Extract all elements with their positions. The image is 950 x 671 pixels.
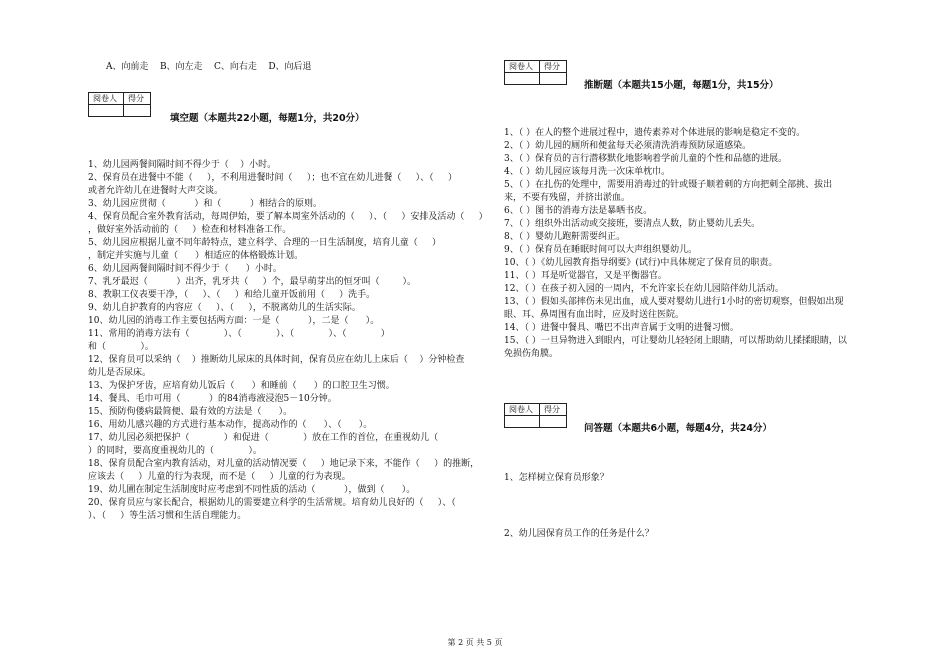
judge-question: 11、（ ）耳是听觉器官，又是平衡器官。 — [504, 271, 667, 281]
score-box-label: 阅卷人 — [89, 93, 124, 105]
fill-question-line: 12、保育员可以采纳（ ）推断幼儿尿床的具体时间，保育员应在幼儿上床后（ ）分钟检查 — [88, 355, 465, 365]
fill-question-line: ，做好室外活动前的（ ）检查和材料准备工作。 — [88, 225, 292, 235]
judge-section-title: 推断题（本题共15小题，每题1分，共15分） — [584, 80, 779, 91]
fill-question-line: 和（ ）。 — [88, 342, 154, 352]
score-box-label: 得分 — [124, 93, 151, 105]
score-box-label: 阅卷人 — [505, 61, 540, 73]
fill-question-line: 8、教职工仪表要干净，（ ）、（ ）和给儿童开饭前用（ ）洗手。 — [88, 290, 376, 300]
score-box-fill — [88, 92, 151, 117]
judge-question: 2、（ ）幼儿园的厕所和便盆每天必须清洗消毒预防尿道感染。 — [504, 141, 752, 151]
score-box-label: 得分 — [540, 404, 567, 416]
fill-question-line: 17、幼儿园必须把保护（ ）和促进（ ）放在工作的首位，在重视幼儿（ — [88, 433, 439, 443]
score-box-label: 得分 — [540, 61, 567, 73]
score-box-qa — [504, 403, 567, 428]
judge-question: 14、（ ）进餐中餐具、嘴巴不出声音属于文明的进餐习惯。 — [504, 323, 739, 333]
judge-question: 9、（ ）保育员在睡眠时间可以大声组织婴幼儿。 — [504, 245, 698, 255]
judge-question: 6、（ ）图书的消毒方法是暴晒书皮。 — [504, 206, 653, 216]
judge-question: 7、（ ）组织外出活动或交接班，要清点人数，防止婴幼儿丢失。 — [504, 219, 761, 229]
fill-question-line: 3、幼儿园应贯彻（ ）和（ ）相结合的原则。 — [88, 199, 322, 209]
fill-question-line: 18、保育员配合室内教育活动，对儿童的活动情况要（ ）地记录下来，不能作（ ）的推断， — [88, 459, 480, 469]
judge-question: 8、（ ）婴幼儿跑鼾需要纠正。 — [504, 232, 626, 242]
judge-question: 5、（ ）在扎伤的处理中，需要用消毒过的针或镊子顺着刺的方向把刺全部挑、拔出来，不要有残留，并挤出淤血。 — [504, 180, 833, 203]
fill-question-line: 15、预防佝偻病最简便、最有效的方法是（ ）。 — [88, 407, 293, 417]
fill-question-line: 5、幼儿园应根据儿童不同年龄特点，建立科学、合理的一日生活制度，培育儿童（ ） — [88, 238, 442, 248]
fill-question-line: ，制定并实施与儿童（ ）相适应的体格锻炼计划。 — [88, 251, 304, 261]
fill-question-line: 9、幼儿自护教育的内容应（ ）、（ ），不脱离幼儿的生活实际。 — [88, 303, 361, 313]
fill-question-line: 13、为保护牙齿，应培育幼儿饭后（ ）和睡前（ ）的口腔卫生习惯。 — [88, 381, 395, 391]
qa-section-title: 问答题（本题共6小题，每题4分，共24分） — [584, 423, 772, 434]
fill-question-line: 4、保育员配合室外教育活动，每周伊始，要了解本周室外活动的（ ）、（ ）安排及活动（ ） — [88, 212, 488, 222]
judge-question: 4、（ ）幼儿园应该每月洗一次床单枕巾。 — [504, 167, 671, 177]
fill-question-line: 20、保育员应与家长配合，根据幼儿的需要建立科学的生活常规。培育幼儿良好的（ ）、（ — [88, 498, 456, 508]
judge-question: 12、（ ）在孩子初入园的一周内，不允许家长在幼儿园陪伴幼儿活动。 — [504, 284, 784, 294]
fill-question-line: 19、幼儿圃在制定生活制度时应考虑到不同性质的活动（ ），做到（ ）。 — [88, 485, 416, 495]
top-options: A、向前走 B、向左走 C、向右走 D、向后退 — [106, 62, 312, 72]
page-footer: 第 2 页 共 5 页 — [447, 638, 503, 647]
fill-question-line: 2、保育员在进餐中不能（ ），不利用进餐时间（ ）；也不宜在幼儿进餐（ ）、（ ） — [88, 173, 457, 183]
fill-question-line: 应该去（ ）儿童的行为表现，而不是（ ）儿童的行为表现。 — [88, 472, 351, 482]
judge-question: 3、（ ）保育员的言行潜移默化地影响着学前儿童的个性和品德的进展。 — [504, 154, 788, 164]
fill-question-line: 11、常用的消毒方法有（ ）、（ ）、（ ）、（ ） — [88, 329, 390, 339]
fill-question-line: 1、幼儿园两餐间隔时间不得少于（ ）小时。 — [88, 160, 277, 170]
judge-question: 10、（ ）《幼儿园教育指导纲要》(试行)中具体规定了保育员的职责。 — [504, 258, 778, 268]
score-box-judge — [504, 60, 567, 85]
fill-question-line: 幼儿是否尿床。 — [88, 368, 152, 378]
fill-question-line: 10、幼儿园的消毒工作主要包括两方面：一是（ ），二是（ ）。 — [88, 316, 380, 326]
fill-question-line: 14、餐具、毛巾可用（ ）的84消毒液浸泡5－10分钟。 — [88, 394, 337, 404]
fill-question-line: 6、幼儿园两餐间隔时间不得少于（ ）小时。 — [88, 264, 282, 274]
judge-question: 13、（ ）假如头部摔伤未见出血，成人要对婴幼儿进行1小时的密切观察，但假如出现眼、耳、鼻周围有血出时，应及时送往医院。 — [504, 297, 844, 320]
fill-question-line: 或者允许幼儿在进餐时大声交谈。 — [88, 186, 224, 196]
judge-question: 15、（ ）一旦异物进入到眼内，可让婴幼儿轻轻闭上眼睛，可以帮助幼儿揉揉眼睛，以免损伤角膜。 — [504, 336, 847, 359]
judge-section-body — [504, 127, 850, 361]
qa-question: 1、怎样树立保育员形象？ — [504, 473, 609, 483]
fill-question-line: 16、用幼儿感兴趣的方式进行基本动作，提高动作的（ ）、（ ）。 — [88, 420, 373, 430]
judge-question: 1、（ ）在人的整个进展过程中，遗传素养对个体进展的影响是稳定不变的。 — [504, 128, 806, 138]
fill-section-title: 填空题（本题共22小题，每题1分，共20分） — [170, 113, 365, 124]
score-box-label: 阅卷人 — [505, 404, 540, 416]
fill-question-line: 7、乳牙最迟（ ）出齐，乳牙共（ ）个，最早萌芽出的恒牙叫（ ）。 — [88, 277, 417, 287]
qa-question: 2、幼儿园保育员工作的任务是什么？ — [504, 529, 654, 539]
fill-question-line: ）、（ ）等生活习惯和生活自理能力。 — [88, 511, 247, 521]
fill-question-line: ）的同时，要高度重视幼儿的（ ）。 — [88, 446, 262, 456]
fill-section-body — [88, 159, 488, 523]
